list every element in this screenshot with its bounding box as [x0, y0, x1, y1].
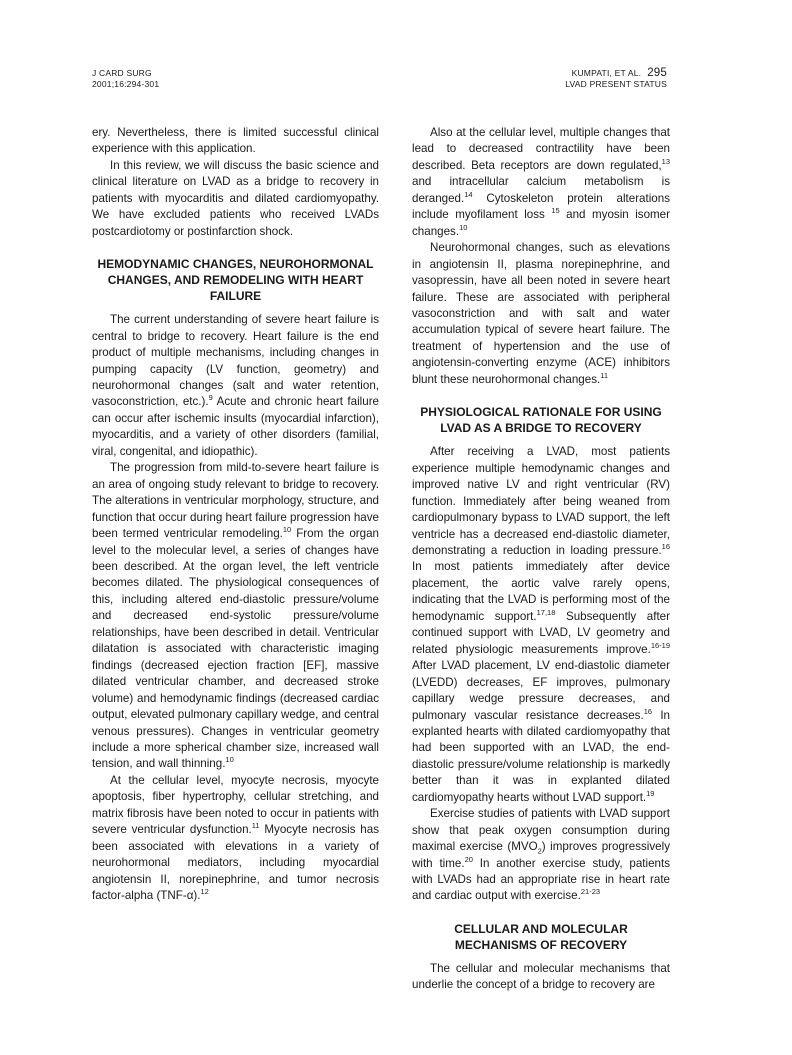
- citation-ref: 10: [225, 755, 234, 765]
- citation-ref: 13: [661, 157, 670, 167]
- section-heading: PHYSIOLOGICAL RATIONALE FOR USING LVAD AS A BRIDGE TO RECOVERY: [420, 405, 662, 436]
- paragraph: Exercise studies of patients with LVAD support show that peak oxygen consumption during maximal exercise $(MVO_2)$ improves progressively with time.$^{20}$ In another exercise study, patients with LVADs had an appropriate rise in heart rate and cardiac output with exercise.$^{21-23}$: [412, 807, 671, 903]
- journal-name: J CARD SURG: [92, 68, 152, 78]
- paragraph: At the cellular level, myocyte necrosis, myocyte apoptosis, fiber hypertrophy, cellular stretching, and matrix fibrosis have been noted to occur in patients with severe ventricular dysfunction.$^{11}$ Myocyte necrosis has been associated with elevations in a variety of neurohormonal mediators, including myocardial angiotensin II, norepinephrine, and tumor necrosis factor-alpha (TNF-α).$^{12}$: [92, 773, 379, 903]
- paragraph: The cellular and molecular mechanisms that underlie the concept of a bridge to recovery are: [412, 961, 670, 992]
- subscript: 2: [537, 846, 542, 856]
- citation-ref: 12: [200, 887, 209, 897]
- citation-ref: 17,18: [536, 607, 556, 617]
- section-heading: CELLULAR AND MOLECULAR MECHANISMS OF RECOVERY: [454, 921, 628, 952]
- paragraph: Neurohormonal changes, such as elevations in angiotensin II, plasma norepinephrine, and vasopressin, have all been noted in severe heart failure. These are associated with peripheral vasoconstriction and with salt and water accumulation typical of severe heart failure. The treatment of hypertension and the use of angiotensin-converting enzyme (ACE) inhibitors blunt these neurohormonal changes.$^{11}$: [412, 241, 670, 386]
- citation-ref: 14: [464, 189, 473, 199]
- citation-ref: 11: [251, 821, 260, 831]
- right-column: [412, 125, 670, 994]
- citation-ref: 15: [551, 206, 560, 216]
- citation-ref: 16: [643, 706, 653, 716]
- paragraph: In this review, we will discuss the basic science and clinical literature on LVAD as a bridge to recovery in patients with myocarditis and dilated cardiomyopathy. We have excluded patients who received LVADs postcardiotomy or postinfarction shock.: [92, 158, 379, 238]
- running-header-left: [92, 68, 159, 90]
- citation-ref: 16-19: [650, 640, 670, 650]
- running-header-right: [565, 68, 667, 90]
- citation-ref: 19: [646, 788, 655, 798]
- paragraph: The progression from mild-to-severe heart failure is an area of ongoing study relevant to bridge to recovery. The alterations in ventricular morphology, structure, and function that occur during heart failure progression have been termed ventricular remodeling.$^{10}$ From the organ level to the molecular level, a series of changes have been described. At the organ level, the left ventricle becomes dilated. The physiological consequences of this, including altered end-diastolic pressure/volume and decreased end-systolic pressure/volume relationships, have been described in detail. Ventricular dilatation is associated with characteristic imaging findings (decreased ejection fraction [EF], massive dilated ventricular chamber, and decreased stroke volume) and hemodynamic findings (decreased cardiac output, elevated pulmonary capillary wedge, and central venous pressures). Changes in ventricular geometry include a more spherical chamber size, increased wall tension, and wall thinning.$^{10}$: [92, 461, 379, 771]
- paragraph: After receiving a LVAD, most patients experience multiple hemodynamic changes and improved native LV and right ventricular (RV) function. Immediately after being weaned from cardiopulmonary bypass to LVAD support, the left ventricle has a decreased end-diastolic diameter, demonstrating a reduction in loading pressure.$^{16}$ In most patients immediately after device placement, the aortic valve rarely opens, indicating that the LVAD is performing most of the hemodynamic support.$^{17,18}$ Subsequently after continued support with LVAD, LV geometry and related physiologic measurements improve.$^{16-19}$ After LVAD placement, LV end-diastolic diameter (LVEDD) decreases, EF improves, pulmonary capillary wedge pressure decreases, and pulmonary vascular resistance decreases.$^{16}$ In explanted hearts with dilated cardiomyopathy that had been supported with an LVAD, the end-diastolic pressure/volume relationship is markedly better than it was in explanted dilated cardiomyopathy hearts without LVAD support.$^{19}$: [412, 445, 670, 804]
- journal-citation: 2001;16:294-301: [92, 79, 160, 89]
- citation-ref: 9: [208, 393, 213, 403]
- citation-ref: 16: [661, 542, 670, 552]
- paragraph: The current understanding of severe heart failure is central to bridge to recovery. Heart failure is the end product of multiple mechanisms, including changes in pumping capacity (LV function, geometry) and neurohormonal changes (salt and water retention, vasoconstriction, etc.).$^9$ Acute and chronic heart failure can occur after ischemic insults (myocardial infarction), myocarditis, and a variety of other disorders (familial, viral, congenital, and idiopathic).: [92, 313, 379, 458]
- citation-ref: 10: [282, 525, 292, 535]
- paragraph: Also at the cellular level, multiple changes that lead to decreased contractility have been described. Beta receptors are down regulated,$^{13}$ and intracellular calcium metabolism is deranged.$^{14}$ Cytoskeleton protein alterations include myofilament loss $^{15}$ and myosin isomer changes.$^{10}$: [412, 126, 670, 238]
- paragraph: ery. Nevertheless, there is limited successful clinical experience with this application.: [92, 126, 379, 156]
- citation-ref: 11: [600, 370, 609, 380]
- authors: KUMPATI, ET AL.: [571, 68, 642, 78]
- citation-ref: 20: [464, 854, 473, 864]
- section-heading: HEMODYNAMIC CHANGES, NEUROHORMONAL CHANGES, AND REMODELING WITH HEART FAILURE: [97, 257, 374, 304]
- left-column: [92, 125, 379, 904]
- page-number: 295: [647, 67, 667, 79]
- citation-ref: 10: [459, 222, 468, 232]
- citation-ref: 21-23: [580, 887, 601, 897]
- running-title: LVAD PRESENT STATUS: [565, 79, 667, 89]
